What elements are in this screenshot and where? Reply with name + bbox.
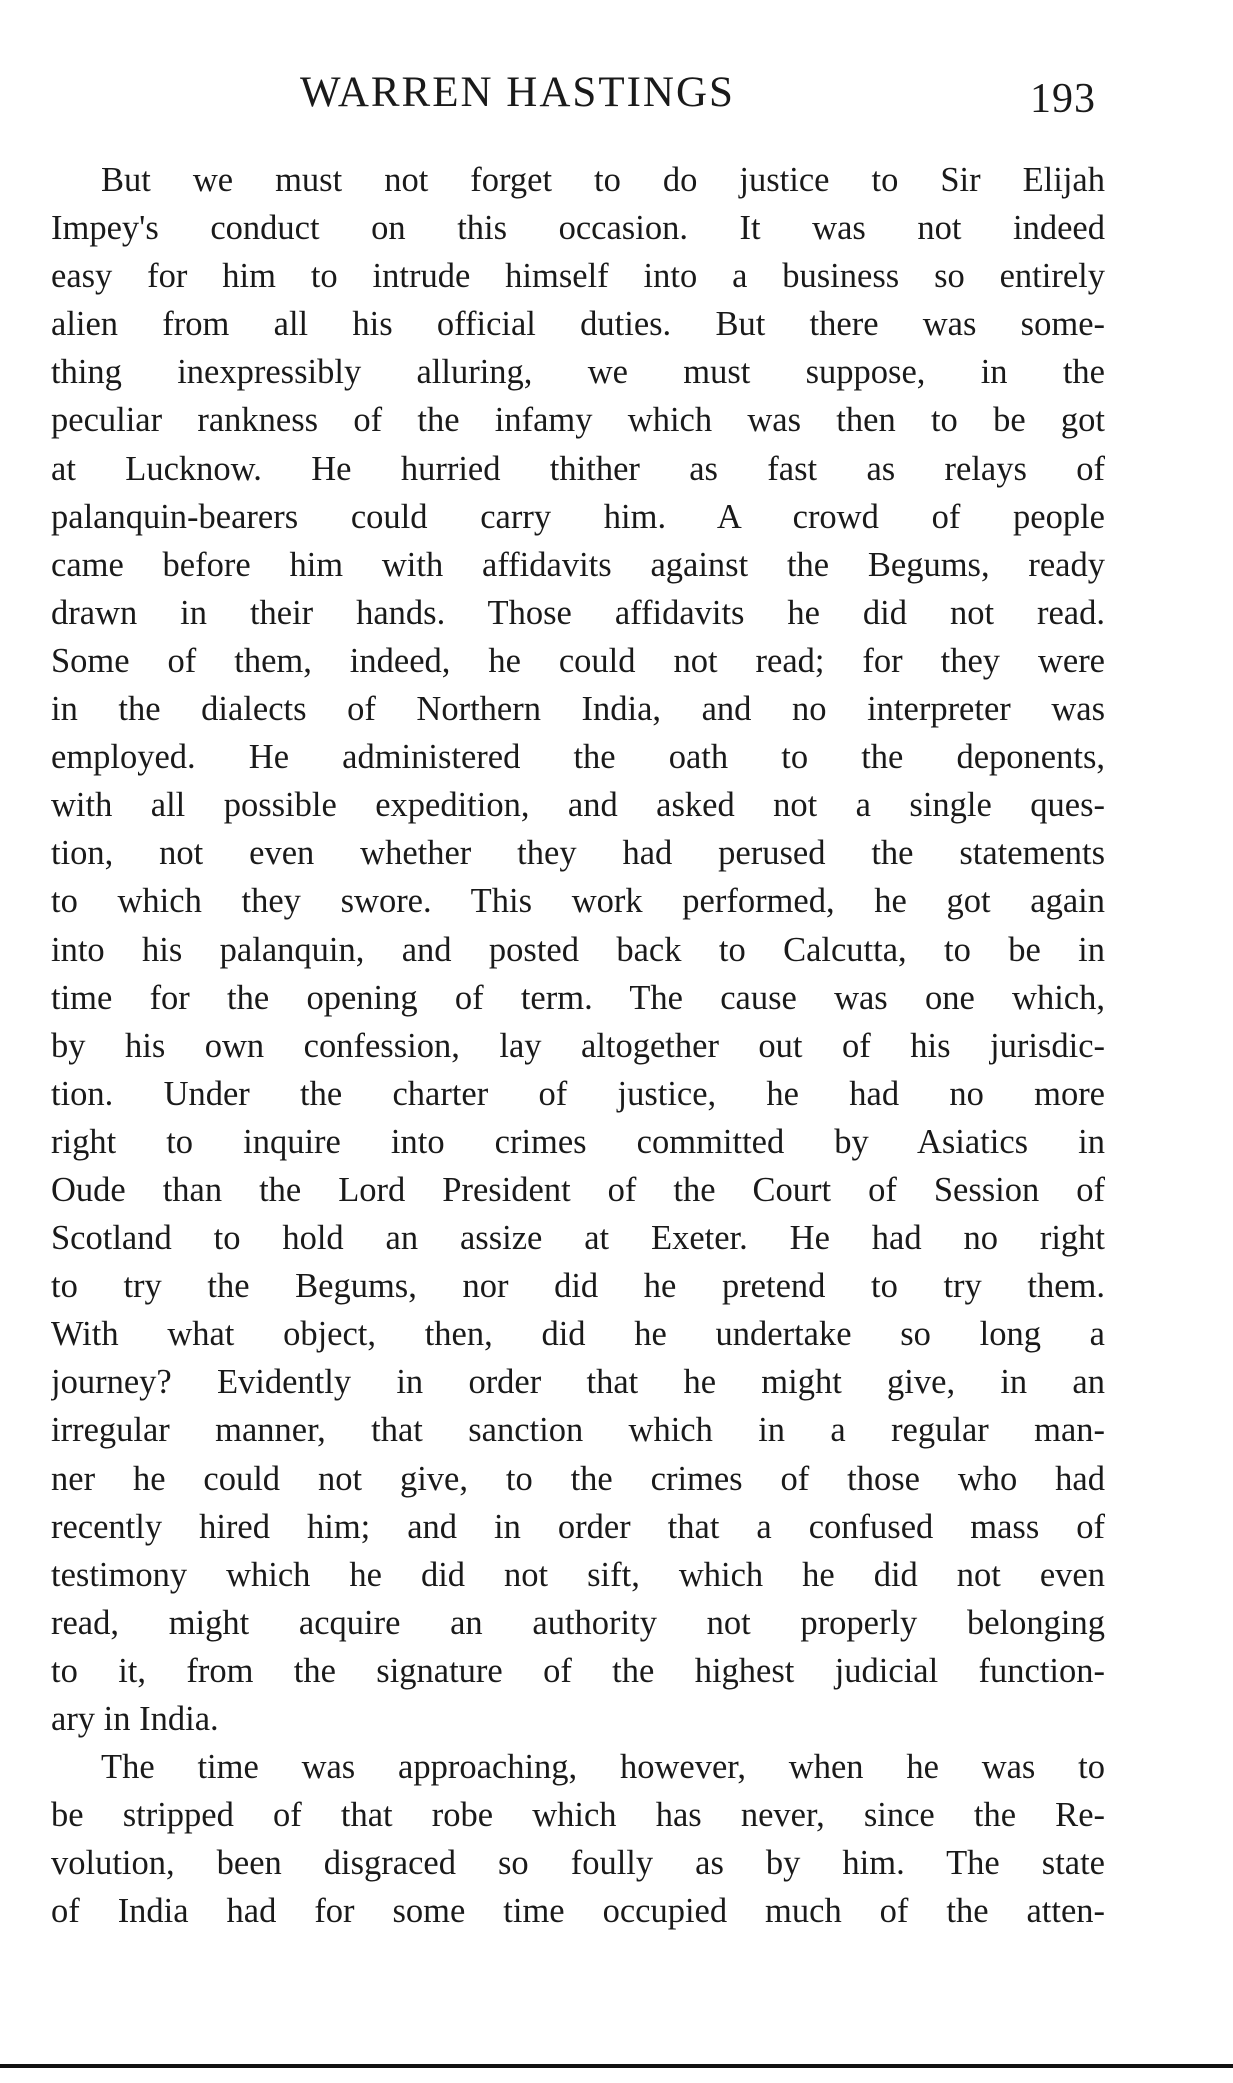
- text-line: to it, from the signature of the highest judicial function-: [51, 1651, 1105, 1690]
- text-line: ner he could not give, to the crimes of those who had: [51, 1459, 1105, 1498]
- text-line: be stripped of that robe which has never, since the Re-: [51, 1796, 1105, 1835]
- text-line: The time was approaching, however, when he was to: [101, 1748, 1105, 1787]
- text-line: easy for him to intrude himself into a business so entirely: [51, 257, 1105, 296]
- body-text: [51, 156, 1105, 1935]
- page-header: [0, 58, 1233, 128]
- text-line: Some of them, indeed, he could not read; for they were: [51, 641, 1105, 680]
- text-line: recently hired him; and in order that a confused mass of: [51, 1507, 1105, 1546]
- paragraph-2: [51, 1743, 1105, 1935]
- text-line: irregular manner, that sanction which in a regular man-: [51, 1411, 1105, 1450]
- text-line: in the dialects of Northern India, and no interpreter was: [51, 690, 1105, 729]
- text-line: came before him with affidavits against the Begums, ready: [51, 545, 1105, 584]
- text-line: alien from all his official duties. But there was some-: [51, 305, 1105, 344]
- paragraph-1: [51, 156, 1105, 1743]
- text-line: volution, been disgraced so foully as by him. The state: [51, 1844, 1105, 1883]
- text-line: read, might acquire an authority not properly belonging: [51, 1603, 1105, 1642]
- text-line: into his palanquin, and posted back to Calcutta, to be in: [51, 930, 1105, 969]
- running-head: WARREN HASTINGS: [300, 69, 735, 116]
- text-line: right to inquire into crimes committed by Asiatics in: [51, 1122, 1105, 1161]
- text-line: Scotland to hold an assize at Exeter. He had no right: [51, 1219, 1105, 1258]
- page-number: 193: [1030, 76, 1096, 122]
- bottom-rule: [0, 2064, 1233, 2068]
- text-line: to try the Begums, nor did he pretend to try them.: [51, 1267, 1105, 1306]
- text-line: with all possible expedition, and asked not a single ques-: [51, 786, 1105, 825]
- text-line: drawn in their hands. Those affidavits he did not read.: [51, 593, 1105, 632]
- text-line: at Lucknow. He hurried thither as fast as relays of: [51, 449, 1105, 488]
- text-line: Impey's conduct on this occasion. It was not indeed: [51, 209, 1105, 248]
- text-line: by his own confession, lay altogether out of his jurisdic-: [51, 1026, 1105, 1065]
- text-line: tion. Under the charter of justice, he had no more: [51, 1074, 1105, 1113]
- text-line: thing inexpressibly alluring, we must suppose, in the: [51, 353, 1105, 392]
- text-line: of India had for some time occupied much of the atten-: [51, 1892, 1105, 1931]
- text-line: peculiar rankness of the infamy which was then to be got: [51, 401, 1105, 440]
- text-line: With what object, then, did he undertake so long a: [51, 1315, 1105, 1354]
- text-line: But we must not forget to do justice to Sir Elijah: [101, 161, 1105, 199]
- text-line: ary in India.: [51, 1700, 219, 1738]
- text-line: palanquin-bearers could carry him. A crowd of people: [51, 497, 1105, 536]
- text-line: time for the opening of term. The cause was one which,: [51, 978, 1105, 1017]
- text-line: tion, not even whether they had perused the statements: [51, 834, 1105, 873]
- text-line: journey? Evidently in order that he might give, in an: [51, 1363, 1105, 1402]
- text-line: employed. He administered the oath to the deponents,: [51, 738, 1105, 777]
- text-line: testimony which he did not sift, which he did not even: [51, 1555, 1105, 1594]
- text-line: Oude than the Lord President of the Court of Session of: [51, 1170, 1105, 1209]
- text-line: to which they swore. This work performed, he got again: [51, 882, 1105, 921]
